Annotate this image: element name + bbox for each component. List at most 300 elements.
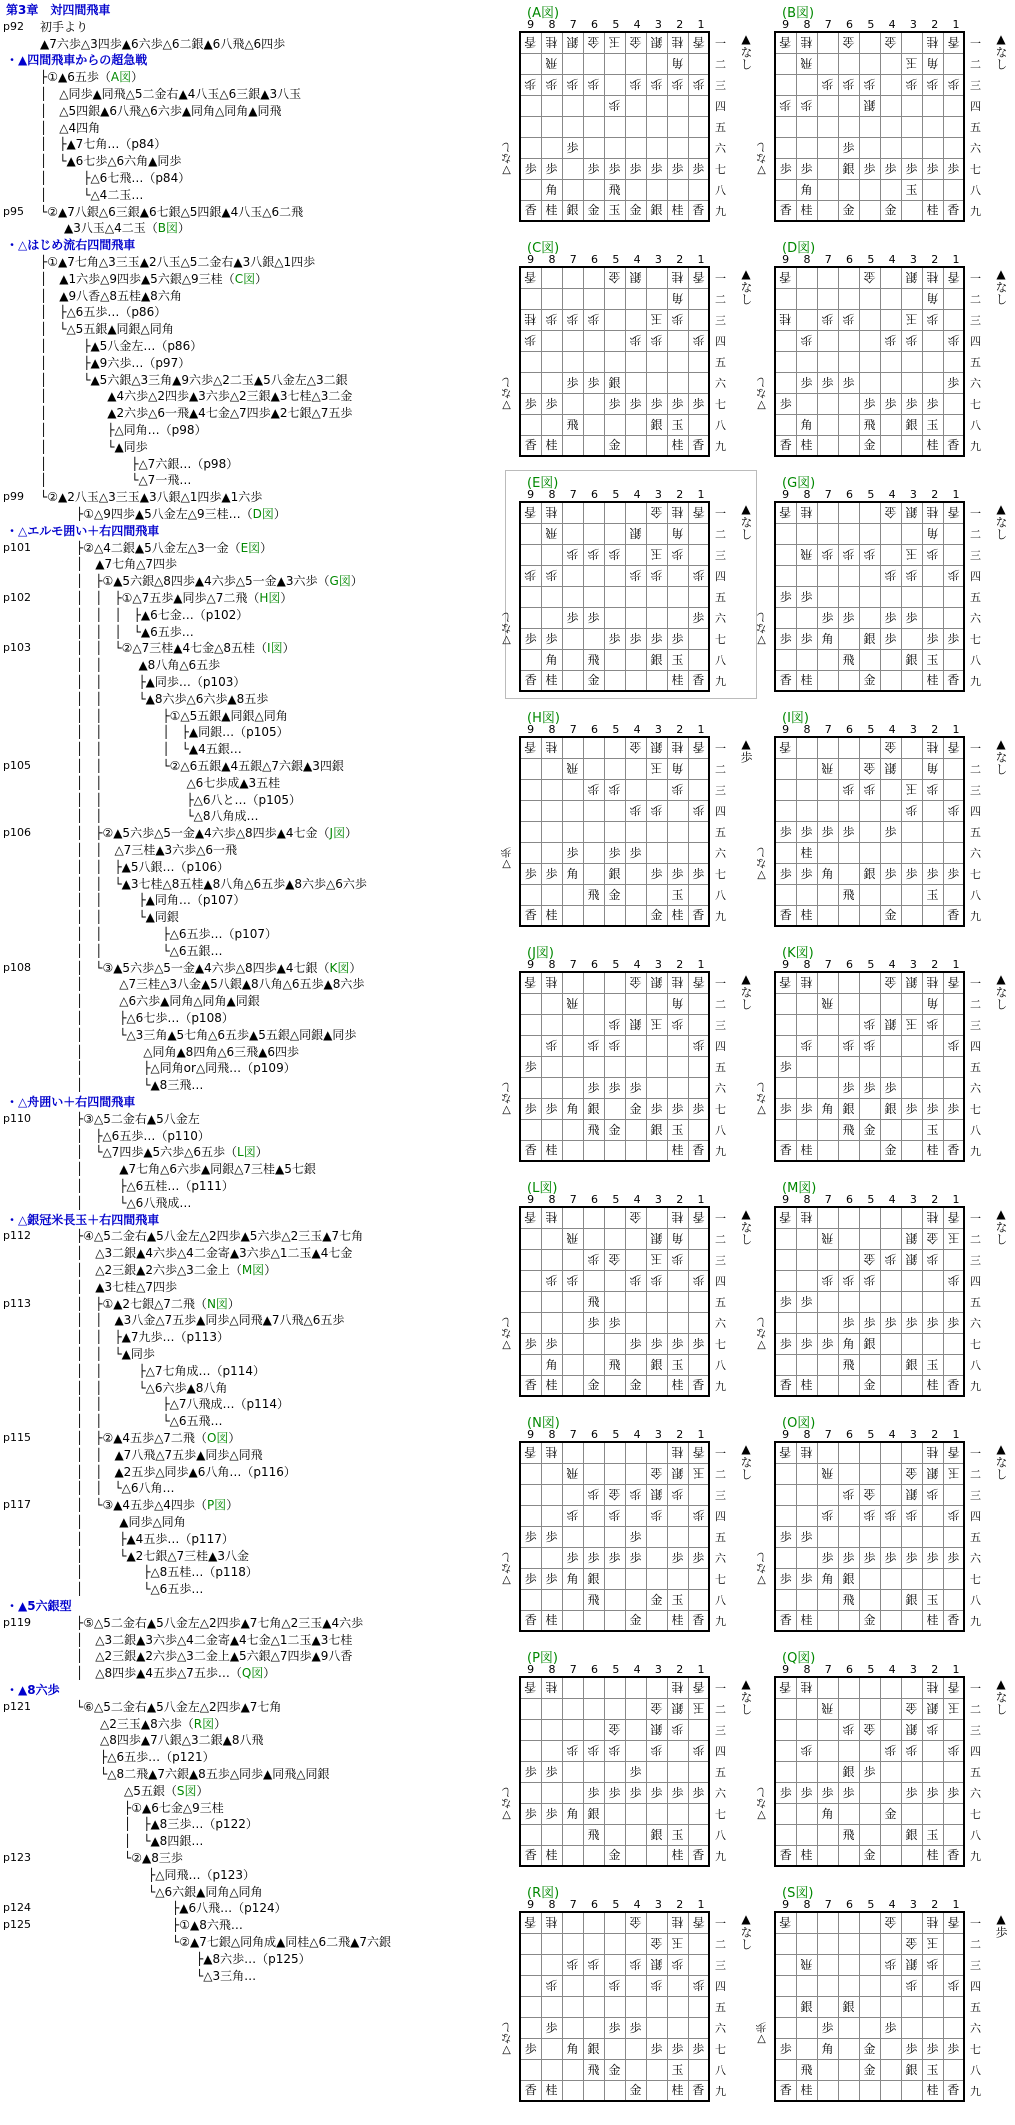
move-text: ├△同飛…（p123） xyxy=(40,1867,255,1882)
rank-numbers: 一 二 三 四 五 六 七 八 九 xyxy=(715,742,726,923)
board-square: 桂 xyxy=(922,972,943,993)
section-heading xyxy=(0,1094,505,1110)
board-square xyxy=(775,137,796,158)
board-square: 桂 xyxy=(922,200,943,221)
figure-link[interactable]: C図 xyxy=(234,271,256,286)
board-square: 歩 xyxy=(817,74,838,95)
board-square xyxy=(859,288,880,309)
board-square xyxy=(646,1526,667,1547)
board-square: 歩 xyxy=(943,1547,964,1568)
board-square: 桂 xyxy=(922,2080,943,2101)
board-square xyxy=(796,993,817,1014)
board-square xyxy=(943,1719,964,1740)
board-square xyxy=(667,821,688,842)
board-square: 歩 xyxy=(625,158,646,179)
page-ref: p112 xyxy=(3,1229,31,1243)
move-text: │ ├△6五桂…（p111） xyxy=(40,1179,234,1193)
board-square xyxy=(901,351,922,372)
board-square xyxy=(775,1719,796,1740)
figure-link[interactable]: S図 xyxy=(176,1783,197,1798)
board-square xyxy=(943,1249,964,1270)
figure-link[interactable]: A図 xyxy=(110,70,132,85)
board-square xyxy=(646,53,667,74)
board-square: 歩 xyxy=(838,607,859,628)
board-square xyxy=(520,1975,541,1996)
board-square xyxy=(562,1077,583,1098)
board-square xyxy=(880,1996,901,2017)
board-square xyxy=(520,842,541,863)
board-square: 歩 xyxy=(922,158,943,179)
board-square: 金 xyxy=(838,200,859,221)
board-square: 玉 xyxy=(646,544,667,565)
board-square: 歩 xyxy=(625,2017,646,2038)
board-square: 歩 xyxy=(541,1270,562,1291)
board-square xyxy=(562,1589,583,1610)
board-square: 香 xyxy=(688,1375,709,1396)
board-square xyxy=(880,116,901,137)
tree-line xyxy=(0,19,505,35)
board-square xyxy=(901,1056,922,1077)
tree-line xyxy=(0,573,505,589)
board-square xyxy=(880,1035,901,1056)
board-square xyxy=(688,95,709,116)
board-square xyxy=(667,1996,688,2017)
board-square xyxy=(859,1463,880,1484)
tree-line xyxy=(0,607,505,623)
board-square: 金 xyxy=(604,1484,625,1505)
board-square xyxy=(583,1270,604,1291)
shogi-board xyxy=(774,266,965,457)
board-square: 歩 xyxy=(775,628,796,649)
file-numbers: 9 8 7 6 5 4 3 2 1 xyxy=(527,1663,705,1676)
board-square: 玉 xyxy=(688,1698,709,1719)
board-square: 香 xyxy=(775,32,796,53)
board-square xyxy=(646,1568,667,1589)
board-square xyxy=(943,116,964,137)
board-square: 歩 xyxy=(583,372,604,393)
board-square: 歩 xyxy=(541,74,562,95)
file-numbers: 9 8 7 6 5 4 3 2 1 xyxy=(782,1663,960,1676)
board-square: 飛 xyxy=(562,414,583,435)
board-square xyxy=(838,842,859,863)
board-square: 角 xyxy=(562,863,583,884)
board-square xyxy=(688,309,709,330)
board-square xyxy=(520,1228,541,1249)
board-square: 香 xyxy=(520,1207,541,1228)
board-square xyxy=(646,884,667,905)
board-diagram xyxy=(755,942,1010,1167)
figure-link[interactable]: M図 xyxy=(241,1263,265,1277)
board-square xyxy=(775,1975,796,1996)
figure-link[interactable]: J図 xyxy=(329,826,346,841)
board-square xyxy=(943,1996,964,2017)
board-square xyxy=(688,1719,709,1740)
board-square: 角 xyxy=(922,53,943,74)
board-square xyxy=(688,372,709,393)
board-square: 角 xyxy=(796,179,817,200)
board-square xyxy=(943,1119,964,1140)
board-square: 桂 xyxy=(667,1912,688,1933)
page-ref: p123 xyxy=(3,1851,31,1864)
board-square xyxy=(562,586,583,607)
figure-link[interactable]: L図 xyxy=(237,1145,256,1160)
move-text: │ │ ▲3八金△7五歩▲同歩△同飛▲7八飛△6五歩 xyxy=(40,1313,345,1328)
board-square xyxy=(943,1589,964,1610)
board-square: 金 xyxy=(604,435,625,456)
board-square: 歩 xyxy=(688,607,709,628)
board-square xyxy=(562,2080,583,2101)
board-square xyxy=(625,1719,646,1740)
board-square xyxy=(817,1375,838,1396)
board-square xyxy=(562,628,583,649)
board-square: 玉 xyxy=(922,2059,943,2080)
board-square xyxy=(625,1249,646,1270)
board-square: 歩 xyxy=(775,2038,796,2059)
board-square xyxy=(859,1589,880,1610)
tree-line xyxy=(0,439,505,455)
board-square xyxy=(838,1442,859,1463)
figure-link[interactable]: G図 xyxy=(329,574,351,589)
board-square: 香 xyxy=(520,1845,541,1866)
figure-link[interactable]: E図 xyxy=(240,540,261,555)
board-square: 玉 xyxy=(646,309,667,330)
board-square xyxy=(583,1975,604,1996)
board-square xyxy=(583,53,604,74)
figure-link[interactable]: H図 xyxy=(259,591,281,605)
board-square: 歩 xyxy=(943,1035,964,1056)
board-square: 桂 xyxy=(796,842,817,863)
board-square: 玉 xyxy=(646,1249,667,1270)
board-square xyxy=(880,288,901,309)
board-square: 歩 xyxy=(922,863,943,884)
board-square xyxy=(901,1761,922,1782)
board-square: 金 xyxy=(859,1119,880,1140)
figure-link[interactable]: I図 xyxy=(267,641,283,656)
board-square xyxy=(838,758,859,779)
board-square: 歩 xyxy=(880,565,901,586)
move-text: │ │ ├①△5五銀▲同銀△同角 xyxy=(40,708,288,723)
board-square xyxy=(943,544,964,565)
board-square: 金 xyxy=(646,502,667,523)
board-square: 香 xyxy=(775,435,796,456)
board-square: 桂 xyxy=(541,972,562,993)
board-square xyxy=(604,972,625,993)
board-square xyxy=(943,2017,964,2038)
board-square: 歩 xyxy=(625,1547,646,1568)
board-square: 歩 xyxy=(646,800,667,821)
sente-hand: ▽なし xyxy=(755,142,768,177)
section-heading xyxy=(0,237,505,253)
tree-line xyxy=(0,388,505,404)
board-square: 金 xyxy=(646,1698,667,1719)
board-square xyxy=(817,116,838,137)
board-square: 歩 xyxy=(859,393,880,414)
board-square: 歩 xyxy=(541,1975,562,1996)
board-square: 歩 xyxy=(604,1077,625,1098)
board-square: 金 xyxy=(625,737,646,758)
board-square xyxy=(625,502,646,523)
figure-link[interactable]: K図 xyxy=(329,960,350,975)
tree-line xyxy=(0,1900,505,1916)
board-square xyxy=(625,95,646,116)
board-diagram xyxy=(755,472,1010,697)
board-square: 飛 xyxy=(541,523,562,544)
board-square xyxy=(838,1056,859,1077)
tree-line xyxy=(0,556,505,572)
move-text: │ ├▲7七角…（p84） xyxy=(40,137,167,152)
board-square: 角 xyxy=(667,758,688,779)
board-diagram xyxy=(500,1412,755,1637)
board-square xyxy=(880,544,901,565)
tree-line xyxy=(0,657,505,673)
board-square xyxy=(943,393,964,414)
board-square: 歩 xyxy=(838,544,859,565)
board-square: 角 xyxy=(667,523,688,544)
board-square: 玉 xyxy=(943,1698,964,1719)
board-square xyxy=(922,1270,943,1291)
board-square xyxy=(817,523,838,544)
board-diagram xyxy=(755,2,1010,227)
board-square: 歩 xyxy=(604,1547,625,1568)
move-text: │ ├△同角or△同飛…（p109） xyxy=(40,1061,296,1076)
board-square xyxy=(901,670,922,691)
sente-hand: ▽なし xyxy=(500,1082,513,1117)
board-square xyxy=(667,95,688,116)
tree-line xyxy=(0,36,505,52)
board-square: 香 xyxy=(943,200,964,221)
board-square: 桂 xyxy=(541,200,562,221)
move-text: 第3章 対四間飛車 xyxy=(6,3,111,17)
board-square: 角 xyxy=(922,288,943,309)
board-square xyxy=(817,435,838,456)
board-square: 歩 xyxy=(943,1782,964,1803)
board-square: 金 xyxy=(901,1463,922,1484)
board-square: 歩 xyxy=(667,628,688,649)
board-square xyxy=(880,1463,901,1484)
board-square: 歩 xyxy=(604,544,625,565)
board-square xyxy=(880,1589,901,1610)
board-square: 香 xyxy=(775,2080,796,2101)
figure-link[interactable]: O図 xyxy=(206,1431,229,1445)
figure-link[interactable]: D図 xyxy=(252,507,274,521)
board-square xyxy=(817,2080,838,2101)
tree-line xyxy=(0,1363,505,1379)
board-square: 歩 xyxy=(667,1014,688,1035)
board-square xyxy=(562,179,583,200)
board-square xyxy=(880,74,901,95)
board-square xyxy=(901,1610,922,1631)
board-square: 金 xyxy=(625,1610,646,1631)
board-square: 歩 xyxy=(562,842,583,863)
board-square: 金 xyxy=(859,758,880,779)
board-square: 桂 xyxy=(541,32,562,53)
board-square xyxy=(646,523,667,544)
board-square xyxy=(775,779,796,800)
board-square: 歩 xyxy=(541,628,562,649)
board-square xyxy=(901,842,922,863)
board-square: 歩 xyxy=(520,1098,541,1119)
board-square: 香 xyxy=(688,32,709,53)
board-square xyxy=(880,1610,901,1631)
board-square: 歩 xyxy=(796,1526,817,1547)
board-square: 香 xyxy=(520,1442,541,1463)
board-square: 桂 xyxy=(796,972,817,993)
figure-link[interactable]: B図 xyxy=(157,221,178,236)
board-square xyxy=(583,2080,604,2101)
board-square: 歩 xyxy=(688,330,709,351)
board-square xyxy=(943,607,964,628)
board-square: 香 xyxy=(688,972,709,993)
board-square: 桂 xyxy=(796,1375,817,1396)
board-square xyxy=(880,1354,901,1375)
board-square xyxy=(583,1140,604,1161)
board-square xyxy=(859,586,880,607)
board-square: 歩 xyxy=(796,372,817,393)
diagram-label: (O図) xyxy=(782,1416,816,1431)
board-square xyxy=(775,993,796,1014)
board-square xyxy=(817,972,838,993)
board-square: 歩 xyxy=(922,1014,943,1035)
move-text: │ │ └△6五飛… xyxy=(40,1414,223,1429)
board-square: 歩 xyxy=(817,372,838,393)
tree-line xyxy=(0,825,505,841)
move-text: ├①▲7七角△3三玉▲2八玉△5二金右▲3八銀△1四歩 xyxy=(40,255,316,269)
board-square: 銀 xyxy=(646,1119,667,1140)
board-square xyxy=(859,1207,880,1228)
tree-line xyxy=(0,1632,505,1648)
board-square xyxy=(562,288,583,309)
board-square: 歩 xyxy=(604,1014,625,1035)
board-square: 飛 xyxy=(796,1954,817,1975)
move-text: ├⑤△5二金右▲5八金左△2四歩▲7七角△2三玉▲4六歩 xyxy=(40,1615,364,1630)
tree-line xyxy=(0,1430,505,1446)
board-square: 桂 xyxy=(667,1677,688,1698)
figure-link[interactable]: N図 xyxy=(206,1296,228,1311)
board-square xyxy=(604,1568,625,1589)
board-square xyxy=(562,116,583,137)
board-square: 飛 xyxy=(796,544,817,565)
board-square xyxy=(583,1996,604,2017)
board-square: 歩 xyxy=(625,565,646,586)
board-square: 飛 xyxy=(541,53,562,74)
board-square xyxy=(796,1589,817,1610)
board-square xyxy=(859,1140,880,1161)
board-square xyxy=(796,1056,817,1077)
board-square xyxy=(562,1996,583,2017)
board-square xyxy=(562,1442,583,1463)
board-square: 歩 xyxy=(625,1077,646,1098)
board-square xyxy=(583,1912,604,1933)
board-square: 飛 xyxy=(562,993,583,1014)
figure-link[interactable]: Q図 xyxy=(241,1666,264,1681)
board-square: 歩 xyxy=(901,158,922,179)
board-square xyxy=(562,1782,583,1803)
board-square: 角 xyxy=(541,179,562,200)
board-square xyxy=(817,288,838,309)
board-square xyxy=(541,884,562,905)
move-text: │ ├△6五歩…（p86） xyxy=(40,305,167,320)
board-square xyxy=(838,1954,859,1975)
board-square xyxy=(625,1463,646,1484)
board-square xyxy=(541,1463,562,1484)
board-square: 桂 xyxy=(541,2080,562,2101)
tree-line xyxy=(0,876,505,892)
board-square xyxy=(838,1526,859,1547)
figure-link[interactable]: P図 xyxy=(206,1498,227,1513)
board-square: 歩 xyxy=(859,544,880,565)
gote-hand: ▲なし xyxy=(994,737,1008,775)
figure-link[interactable]: R図 xyxy=(193,1716,215,1731)
board-square xyxy=(562,1484,583,1505)
board-square xyxy=(796,1312,817,1333)
board-square xyxy=(625,586,646,607)
tree-line xyxy=(0,204,505,220)
board-square xyxy=(859,1291,880,1312)
board-square xyxy=(901,200,922,221)
board-square xyxy=(943,1077,964,1098)
board-square xyxy=(859,1933,880,1954)
board-square xyxy=(943,884,964,905)
board-square xyxy=(859,351,880,372)
gote-hand: ▲なし xyxy=(739,1207,753,1245)
board-square: 歩 xyxy=(922,1954,943,1975)
move-text: │ │ ├▲同角…（p107） xyxy=(40,893,246,908)
board-square xyxy=(688,53,709,74)
board-square: 歩 xyxy=(604,95,625,116)
board-square: 歩 xyxy=(541,309,562,330)
board-square xyxy=(541,1547,562,1568)
board-square: 角 xyxy=(667,288,688,309)
board-square xyxy=(859,1803,880,1824)
board-square: 角 xyxy=(817,1098,838,1119)
board-square xyxy=(667,842,688,863)
move-text: │ └△6五歩… xyxy=(40,1582,204,1597)
board-square: 香 xyxy=(943,2080,964,2101)
board-square: 歩 xyxy=(922,779,943,800)
board-square: 歩 xyxy=(667,1333,688,1354)
tree-line xyxy=(0,1447,505,1463)
board-square: 銀 xyxy=(583,1098,604,1119)
board-square: 歩 xyxy=(859,1505,880,1526)
board-square xyxy=(541,2038,562,2059)
board-square xyxy=(520,351,541,372)
rank-numbers: 一 二 三 四 五 六 七 八 九 xyxy=(970,507,981,688)
move-text: │ ├①▲2七銀△7二飛（N図） xyxy=(40,1296,240,1311)
move-text: │ └▲8三飛… xyxy=(40,1078,204,1093)
move-text: │ ▲1六歩△9四歩▲5六銀△9三桂（C図） xyxy=(40,271,268,286)
gote-hand: ▲歩 xyxy=(739,737,753,763)
board-square: 歩 xyxy=(667,309,688,330)
board-square xyxy=(943,351,964,372)
board-square xyxy=(796,1761,817,1782)
board-square: 歩 xyxy=(880,393,901,414)
board-square xyxy=(667,586,688,607)
board-square xyxy=(583,842,604,863)
board-square: 香 xyxy=(688,1442,709,1463)
board-square xyxy=(775,649,796,670)
board-square: 銀 xyxy=(583,1803,604,1824)
board-square xyxy=(520,137,541,158)
tree-line xyxy=(0,1296,505,1312)
board-square xyxy=(922,1975,943,1996)
sente-hand: ▽なし xyxy=(500,377,513,412)
board-square xyxy=(541,95,562,116)
diagram-label: (P図) xyxy=(527,1651,558,1666)
board-square xyxy=(838,1975,859,1996)
board-square: 桂 xyxy=(541,905,562,926)
board-square xyxy=(688,1933,709,1954)
tree-line xyxy=(0,1380,505,1396)
